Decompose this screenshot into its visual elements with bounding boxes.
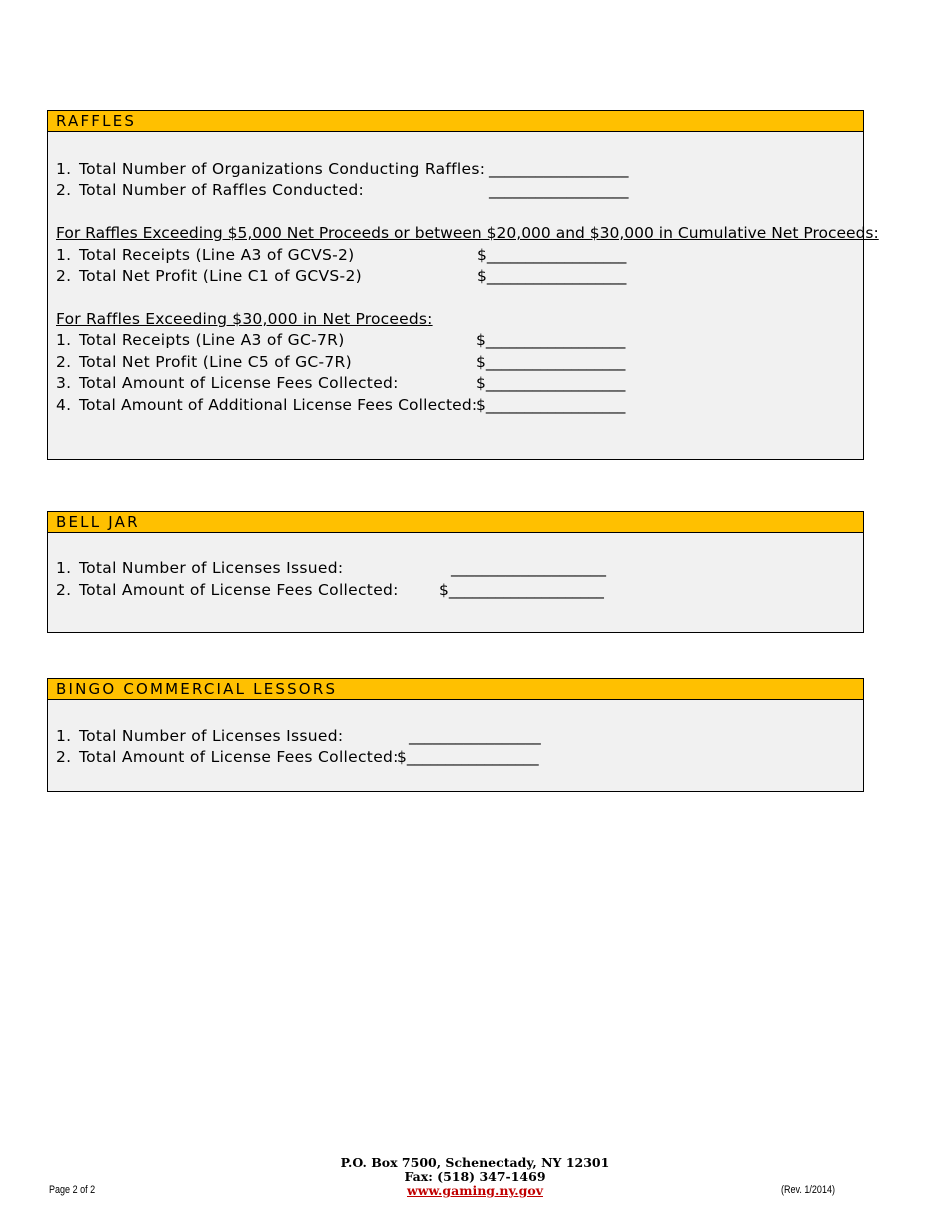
item-label: Total Amount of License Fees Collected: bbox=[79, 581, 399, 599]
footer-revision: (Rev. 1/2014) bbox=[781, 1184, 835, 1196]
item-number: 2. bbox=[56, 353, 72, 371]
bingo-lessors-header: BINGO COMMERCIAL LESSORS bbox=[48, 679, 863, 700]
bingo-lessors-fees-field[interactable]: $_________________ bbox=[397, 748, 539, 766]
item-number: 1. bbox=[56, 246, 72, 264]
bingo-lessors-licenses-row bbox=[56, 725, 863, 747]
item-number: 2. bbox=[56, 267, 72, 285]
raffles-mid-subheading bbox=[56, 222, 879, 244]
raffles-mid-profit-row bbox=[56, 265, 863, 287]
raffles-high-receipts-field[interactable]: $__________________ bbox=[476, 331, 626, 349]
bingo-lessors-fees-row bbox=[56, 746, 863, 768]
item-number: 2. bbox=[56, 181, 72, 199]
raffles-high-fees-field[interactable]: $__________________ bbox=[476, 374, 626, 392]
raffles-orgs-field[interactable]: __________________ bbox=[489, 160, 629, 178]
raffles-high-profit-field[interactable]: $__________________ bbox=[476, 353, 626, 371]
footer-fax: Fax: (518) 347-1469 bbox=[404, 1169, 546, 1184]
item-number: 2. bbox=[56, 581, 72, 599]
raffles-mid-receipts-row bbox=[56, 244, 863, 266]
raffles-high-subheading bbox=[56, 308, 433, 330]
item-number: 1. bbox=[56, 727, 72, 745]
item-label: Total Net Profit (Line C5 of GC-7R) bbox=[79, 353, 352, 371]
footer-address: P.O. Box 7500, Schenectady, NY 12301 bbox=[340, 1155, 610, 1170]
raffles-conducted-field[interactable]: __________________ bbox=[489, 181, 629, 199]
footer-page-number: Page 2 of 2 bbox=[49, 1184, 96, 1196]
raffles-orgs-row bbox=[56, 158, 863, 180]
bell-jar-licenses-field[interactable]: ____________________ bbox=[451, 559, 606, 577]
raffles-section bbox=[47, 110, 879, 460]
subheading-colon: : bbox=[427, 310, 433, 328]
item-number: 1. bbox=[56, 559, 72, 577]
item-label: Total Receipts (Line A3 of GC-7R) bbox=[79, 331, 345, 349]
item-number: 1. bbox=[56, 331, 72, 349]
item-number: 3. bbox=[56, 374, 72, 392]
bell-jar-fees-row bbox=[56, 579, 863, 601]
bingo-lessors-licenses-field[interactable]: _________________ bbox=[409, 727, 541, 745]
bell-jar-fees-field[interactable]: $____________________ bbox=[439, 581, 604, 599]
subheading-colon: : bbox=[873, 224, 879, 242]
subheading-text: For Raffles Exceeding $30,000 in Net Proceeds bbox=[56, 310, 428, 328]
item-label: Total Number of Raffles Conducted: bbox=[79, 181, 365, 199]
bell-jar-section bbox=[47, 511, 864, 633]
item-number: 2. bbox=[56, 748, 72, 766]
item-label: Total Number of Organizations Conducting Raffles: bbox=[79, 160, 486, 178]
bell-jar-licenses-row bbox=[56, 557, 863, 579]
item-label: Total Net Profit (Line C1 of GCVS-2) bbox=[79, 267, 362, 285]
subheading-text: For Raffles Exceeding $5,000 Net Proceeds or between $20,000 and $30,000 in Cumulative Net Proceeds bbox=[56, 224, 874, 242]
raffles-high-additional-fees-row bbox=[56, 394, 863, 416]
item-label: Total Receipts (Line A3 of GCVS-2) bbox=[79, 246, 355, 264]
item-label: Total Number of Licenses Issued: bbox=[79, 559, 344, 577]
item-label: Total Number of Licenses Issued: bbox=[79, 727, 344, 745]
item-label: Total Amount of Additional License Fees Collected: bbox=[79, 396, 478, 414]
item-number: 4. bbox=[56, 396, 72, 414]
bell-jar-header: BELL JAR bbox=[48, 512, 863, 533]
raffles-header: RAFFLES bbox=[48, 111, 863, 132]
raffles-mid-receipts-field[interactable]: $__________________ bbox=[477, 246, 627, 264]
raffles-high-receipts-row bbox=[56, 329, 863, 351]
raffles-mid-profit-field[interactable]: $__________________ bbox=[477, 267, 627, 285]
raffles-conducted-row bbox=[56, 179, 863, 201]
item-label: Total Amount of License Fees Collected: bbox=[79, 374, 399, 392]
footer-website-link[interactable]: www.gaming.ny.gov bbox=[407, 1183, 543, 1198]
item-number: 1. bbox=[56, 160, 72, 178]
bingo-lessors-section bbox=[47, 678, 864, 792]
raffles-high-additional-fees-field[interactable]: $__________________ bbox=[476, 396, 626, 414]
raffles-high-profit-row bbox=[56, 351, 863, 373]
raffles-high-fees-row bbox=[56, 372, 863, 394]
item-label: Total Amount of License Fees Collected: bbox=[79, 748, 399, 766]
